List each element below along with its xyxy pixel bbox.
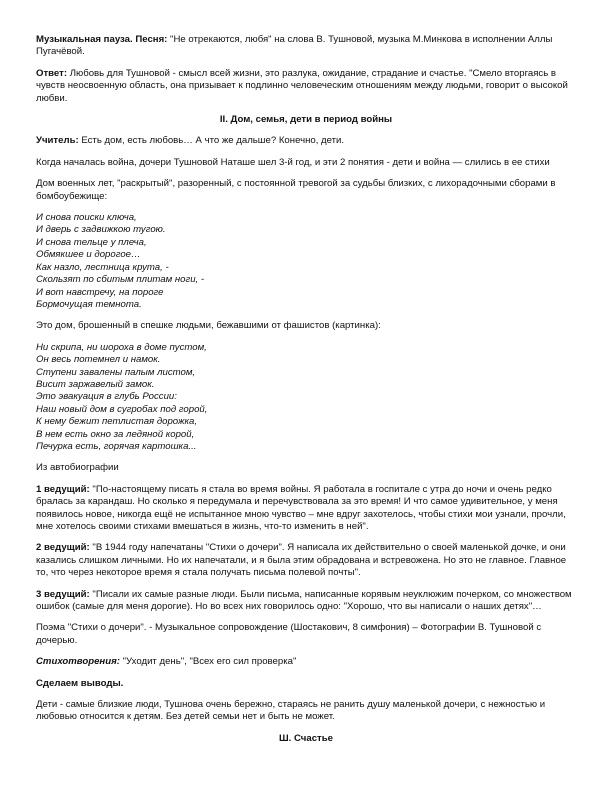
poem-line: И вот навстречу, на пороге	[36, 286, 164, 298]
poem-line: И снова поиски ключа,	[36, 212, 137, 224]
paragraph-war-home: Дом военных лет, "раскрытый", разоренный, с постоянной тревогой за судьбы близких, с лихорадочными сборами в бомбоубежище:	[36, 178, 556, 202]
poem-line: Как назло, лестница крута, -	[36, 261, 169, 273]
label-host-2: 2 ведущий:	[36, 542, 90, 554]
poem-line: Наш новый дом в сугробах под горой,	[36, 403, 208, 415]
text-poems: "Уходит день", "Всех его сил проверка"	[119, 656, 297, 668]
poem-line: Обмякшее и дорогое…	[36, 249, 141, 261]
paragraph-host-2	[36, 542, 576, 579]
paragraph-war-start: Когда началась война, дочери Тушновой Наташе шел 3-й год, и эти 2 понятия - дети и война — слились в ее стихи	[36, 156, 550, 168]
poem-line: Скользят по сбитым плитам ноги, -	[36, 274, 205, 286]
paragraph-answer	[36, 68, 576, 105]
paragraph-children: Дети - самые близкие люди, Тушнова очень бережно, стараясь не ранить душу маленькой дочери, с нежностью и любовью относится к детям. Без детей семьи нет и быть не может.	[36, 699, 546, 723]
poem-line: Это эвакуация в глубь России:	[36, 391, 177, 403]
paragraph-host-1	[36, 484, 576, 534]
section-heading-3: Ш. Счастье	[279, 732, 333, 744]
text-host-3: "Писали их самые разные люди. Были письма, написанные корявым неуклюжим почерком, со множеством ошибок (самые для меня дорогие). Но во всех них говорилось одно: "Хорошо, что вы написали о наших детях"…	[36, 588, 572, 613]
poem-line: Бормочущая темнота.	[36, 298, 142, 310]
poem-line: Ступени завалены палым листом,	[36, 366, 196, 378]
poem-line: Он весь потемнел и намок.	[36, 354, 161, 366]
label-host-3: 3 ведущий:	[36, 588, 90, 600]
poem-empty-house	[36, 342, 576, 454]
text-host-2: "В 1944 году напечатаны "Стихи о дочери". Я написала их действительно о своей маленькой дочке, и они казались слишком личными. Но их напечатали, и я была этим обрадована и встревожена. Но это не главное. Главное то, что через некоторое время я стала получать письма полевой почты".	[36, 542, 567, 579]
poem-line: Ни скрипа, ни шороха в доме пустом,	[36, 341, 207, 353]
poem-line: И дверь с задвижкою тугою.	[36, 224, 166, 236]
paragraph-abandoned-house: Это дом, брошенный в спешке людьми, бежавшими от фашистов (картинка):	[36, 320, 381, 332]
text-host-1: "По-настоящему писать я стала во время войны. Я работала в госпитале с утра до ночи и очень редко бралась за карандаш. Но сколько я передумала и перечувствовала за это время! И что самое удивительное, у меня появилось новое, никогда ещё не испытанное мною чувство – мне вдруг захотелось, чтобы стихи мои узнали, прочли, мне хотелось своими стихами вмешаться в жизнь, что-то изменить в ней".	[36, 483, 566, 532]
paragraph-autobiography: Из автобиографии	[36, 462, 119, 474]
section-heading-2: II. Дом, семья, дети в период войны	[219, 114, 393, 126]
poem-line: К нему бежит петлистая дорожка,	[36, 416, 198, 428]
text-teacher: Есть дом, есть любовь… А что же дальше? Конечно, дети.	[78, 135, 345, 147]
label-poems: Стихотворения:	[36, 656, 120, 668]
poem-line: В нем есть окно за ледяной корой,	[36, 428, 195, 440]
label-music-pause: Музыкальная пауза. Песня:	[36, 34, 168, 45]
poem-line: Печурка есть, горячая картошка...	[36, 440, 197, 452]
paragraph-teacher	[36, 135, 576, 147]
poem-line: Висит заржавелый замок.	[36, 378, 155, 390]
document-page	[36, 34, 576, 754]
label-teacher: Учитель:	[36, 135, 79, 147]
label-host-1: 1 ведущий:	[36, 483, 90, 495]
paragraph-host-3	[36, 589, 576, 614]
paragraph-poem-daughter: Поэма "Стихи о дочери". - Музыкальное сопровождение (Шостакович, 8 симфония) – Фотографии В. Тушновой с дочерью.	[36, 622, 542, 646]
text-music-pause: "Не отрекаются, любя" на слова В. Тушновой, музыка М.Минкова в исполнении Аллы Пугачёвой.	[36, 34, 553, 58]
paragraph-music-pause	[36, 34, 576, 59]
poem-keys	[36, 212, 576, 311]
text-answer: Любовь для Тушновой - смысл всей жизни, это разлука, ожидание, страдание и счастье. "Смело вторгаясь в чувств неосвоенную область, она призывает к подлинно человеческим отношениям между людьми, говорит о высокой любви.	[36, 67, 568, 104]
poem-line: И снова тельце у плеча,	[36, 236, 147, 248]
paragraph-conclusions: Сделаем выводы.	[36, 677, 124, 689]
label-answer: Ответ:	[36, 67, 68, 79]
paragraph-poems	[36, 656, 576, 668]
